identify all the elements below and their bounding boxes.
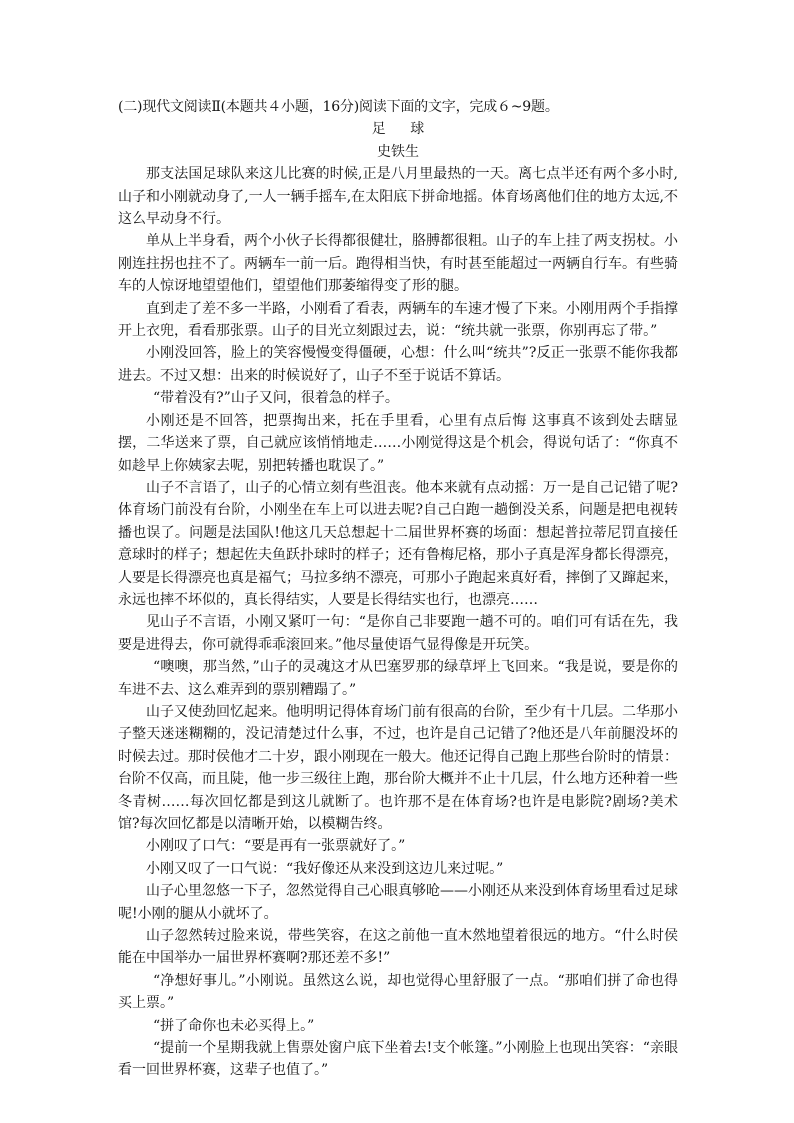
paragraph: 小刚又叹了一口气说：“我好像还从来没到这边儿来过呢。”	[146, 860, 504, 877]
paragraph: “噢噢，那当然，”山子的灵魂这才从巴塞罗那的绿草坪上飞回来。“我是说，要是你的车进不去、这么难弄到的票别糟蹋了。”	[118, 659, 678, 698]
paragraph: 小刚还是不回答，把票掏出来，托在手里看，心里有点后悔 这事真不该到处去瞎显摆，二华送来了票，自己就应该悄悄地走……小刚觉得这是个机会，得说句话了：“你真不如趁早上你姨家去呢，别把转播也耽误了。”	[118, 412, 678, 474]
article-author: 史铁生	[377, 143, 419, 160]
paragraph: 山子不言语了，山子的心情立刻有些沮丧。他本来就有点动摇：万一是自己记错了呢?体育场门前没有台阶，小刚坐在车上可以进去呢?自己白跑一趟倒没关系，问题是把电视转播也误了。问题是法国队!他这几天总想起十二届世界杯赛的场面：想起普拉蒂尼罚直接任意球时的样子；想起佐夫鱼跃扑球时的样子；还有鲁梅尼格，那小子真是浑身都长得漂亮，人要是长得漂亮也真是福气；马拉多纳不漂亮，可那小子跑起来真好看，摔倒了又蹿起来，永远也摔不坏似的，真长得结实，人要是长得结实也行，也漂亮……	[118, 479, 678, 608]
paragraph: 山子又使劲回忆起来。他明明记得体育场门前有很高的台阶，至少有十几层。二华那小子整天迷迷糊糊的，没记清楚过什么事，不过，也许是自己记错了?他还是八年前腿没坏的时候去过。那时侯他才二十岁，跟小刚现在一般大。他还记得自己跑上那些台阶时的情景：台阶不仅高，而且陡，他一步三级往上跑，那台阶大概并不止十几层，什么地方还种着一些冬青树……每次回忆都是到这儿就断了。也许那不是在体育场?也许是电影院?剧场?美术馆?每次回忆都是以清晰开始，以模糊告终。	[118, 703, 678, 832]
paragraph: 直到走了差不多一半路，小刚看了看表，两辆车的车速才慢了下来。小刚用两个手指撑开上衣兜，看看那张票。山子的目光立刻跟过去，说：“统共就一张票，你别再忘了带。”	[118, 300, 678, 340]
paragraph: “净想好事儿。”小刚说。虽然这么说，却也觉得心里舒服了一点。“那咱们拼了命也得买上票。”	[118, 972, 678, 1012]
paragraph: 单从上半身看，两个小伙子长得都很健壮，胳膊都很粗。山子的车上挂了两支拐杖。小刚连拄拐也拄不了。两辆车一前一后。跑得相当快，有时甚至能超过一两辆自行车。有些骑车的人惊讶地望望他们，望望他们那萎缩得变了形的腿。	[118, 233, 678, 295]
document-page	[118, 96, 678, 1082]
paragraph: “拼了命你也未必买得上。”	[153, 1017, 315, 1034]
article-title: 足 球	[371, 121, 435, 138]
paragraph: 见山子不言语，小刚又紧叮一句：“是你自己非要跑一趟不可的。咱们可有话在先，我要是进得去，你可就得乖乖滚回来。”他尽量使语气显得像是开玩笑。	[118, 614, 678, 653]
paragraph: 山子忽然转过脸来说，带些笑容，在这之前他一直木然地望着很远的地方。“什么时侯能在中国举办一届世界杯赛啊?那还差不多!”	[118, 928, 678, 967]
paragraph: “提前一个星期我就上售票处窗户底下坐着去!支个帐篷。”小刚脸上也现出笑容：“亲眼看一回世界杯赛，这辈子也值了。”	[118, 1040, 678, 1079]
paragraph: 小刚没回答，脸上的笑容慢慢变得僵硬，心想：什么叫“统共”?反正一张票不能你我都进去。不过又想：出来的时候说好了，山子不至于说话不算话。	[118, 345, 678, 384]
paragraph: “带着没有?”山子又问，很着急的样子。	[153, 390, 399, 407]
paragraph: 山子心里忽悠一下子，忽然觉得自己心眼真够呛——小刚还从来没到体育场里看过足球呢!小刚的腿从小就坏了。	[118, 883, 678, 922]
section-heading: (二)现代文阅读Ⅱ(本题共４小题，16分)阅读下面的文字，完成６~9题。	[118, 99, 559, 115]
paragraph: 那支法国足球队来这儿比赛的时候,正是八月里最热的一天。离七点半还有两个多小时,山子和小刚就动身了,一人一辆手摇车,在太阳底下拼命地摇。体育场离他们住的地方太远,不这么早动身不行。	[118, 166, 678, 228]
paragraph: 小刚叹了口气：“要是再有一张票就好了。”	[146, 838, 406, 855]
